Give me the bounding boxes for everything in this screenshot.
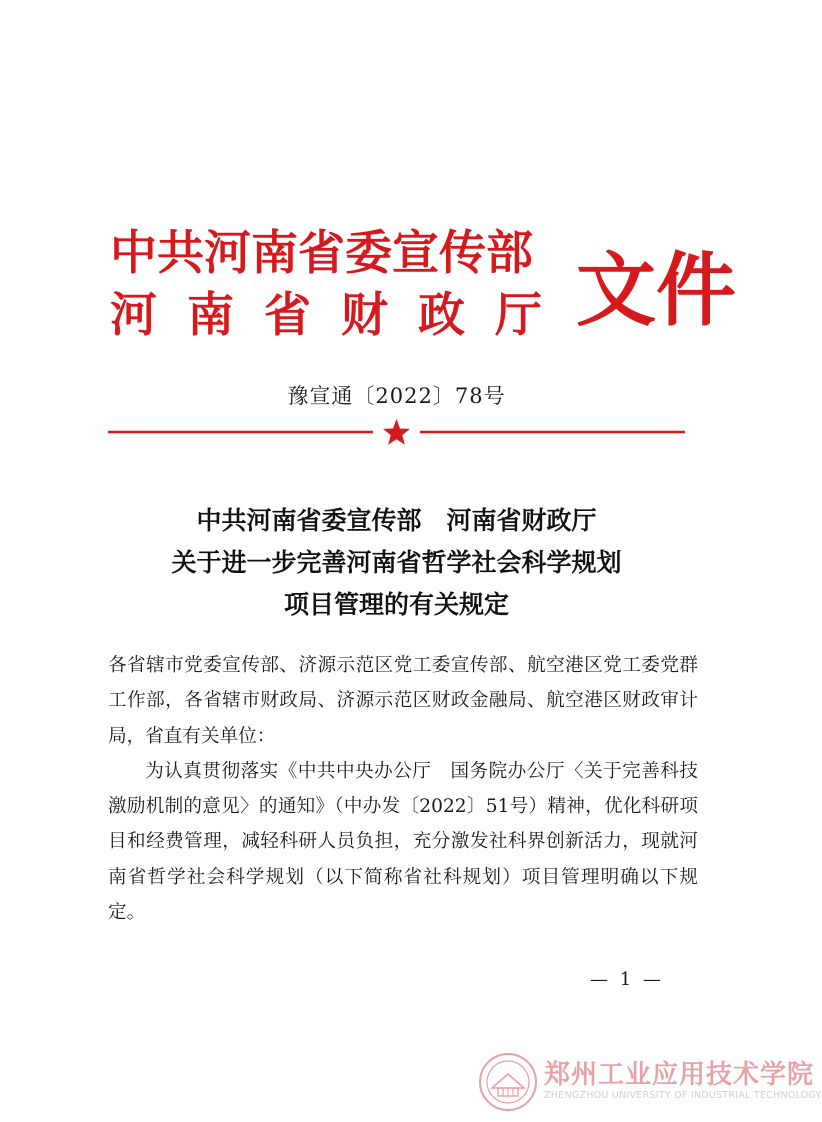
- university-emblem-icon: [478, 1052, 538, 1112]
- document-title: [0, 500, 793, 626]
- issuer-line-1: 中共河南省委宣传部: [110, 226, 533, 281]
- title-line-1: 中共河南省委宣传部 河南省财政厅: [196, 506, 597, 535]
- document-body: [108, 648, 698, 930]
- document-number: 豫宣通〔2022〕78号: [287, 384, 506, 408]
- salutation: 各省辖市党委宣传部、济源示范区党工委宣传部、航空港区党工委党群工作部，各省辖市财政局、济源示范区财政金融局、航空港区财政审计局，省直有关单位：: [108, 655, 698, 747]
- body-paragraph-1: 为认真贯彻落实《中共中央办公厅 国务院办公厅〈关于完善科技激励机制的意见〉的通知》（中办发〔2022〕51号）精神，优化科研项目和经费管理，减轻科研人员负担，充分激发社科界创新活力，现就河南省哲学社会科学规划（以下简称省社科规划）项目管理明确以下规定。: [108, 760, 698, 924]
- watermark: [478, 1052, 822, 1114]
- watermark-name-cn: 郑州工业应用技术学院: [544, 1060, 815, 1090]
- star-icon: [383, 419, 410, 445]
- page-number: — 1 —: [590, 969, 661, 990]
- title-line-2: 关于进一步完善河南省哲学社会科学规划: [171, 548, 622, 577]
- document-header: [110, 222, 736, 343]
- issuer-line-2: 河南省财政厅: [110, 288, 572, 343]
- title-line-3: 项目管理的有关规定: [283, 590, 509, 619]
- watermark-name-en: ZHENGZHOU UNIVERSITY OF INDUSTRIAL TECHNOLOGY: [544, 1090, 822, 1101]
- document-type-label: 文件: [576, 244, 736, 337]
- red-divider: [108, 418, 685, 446]
